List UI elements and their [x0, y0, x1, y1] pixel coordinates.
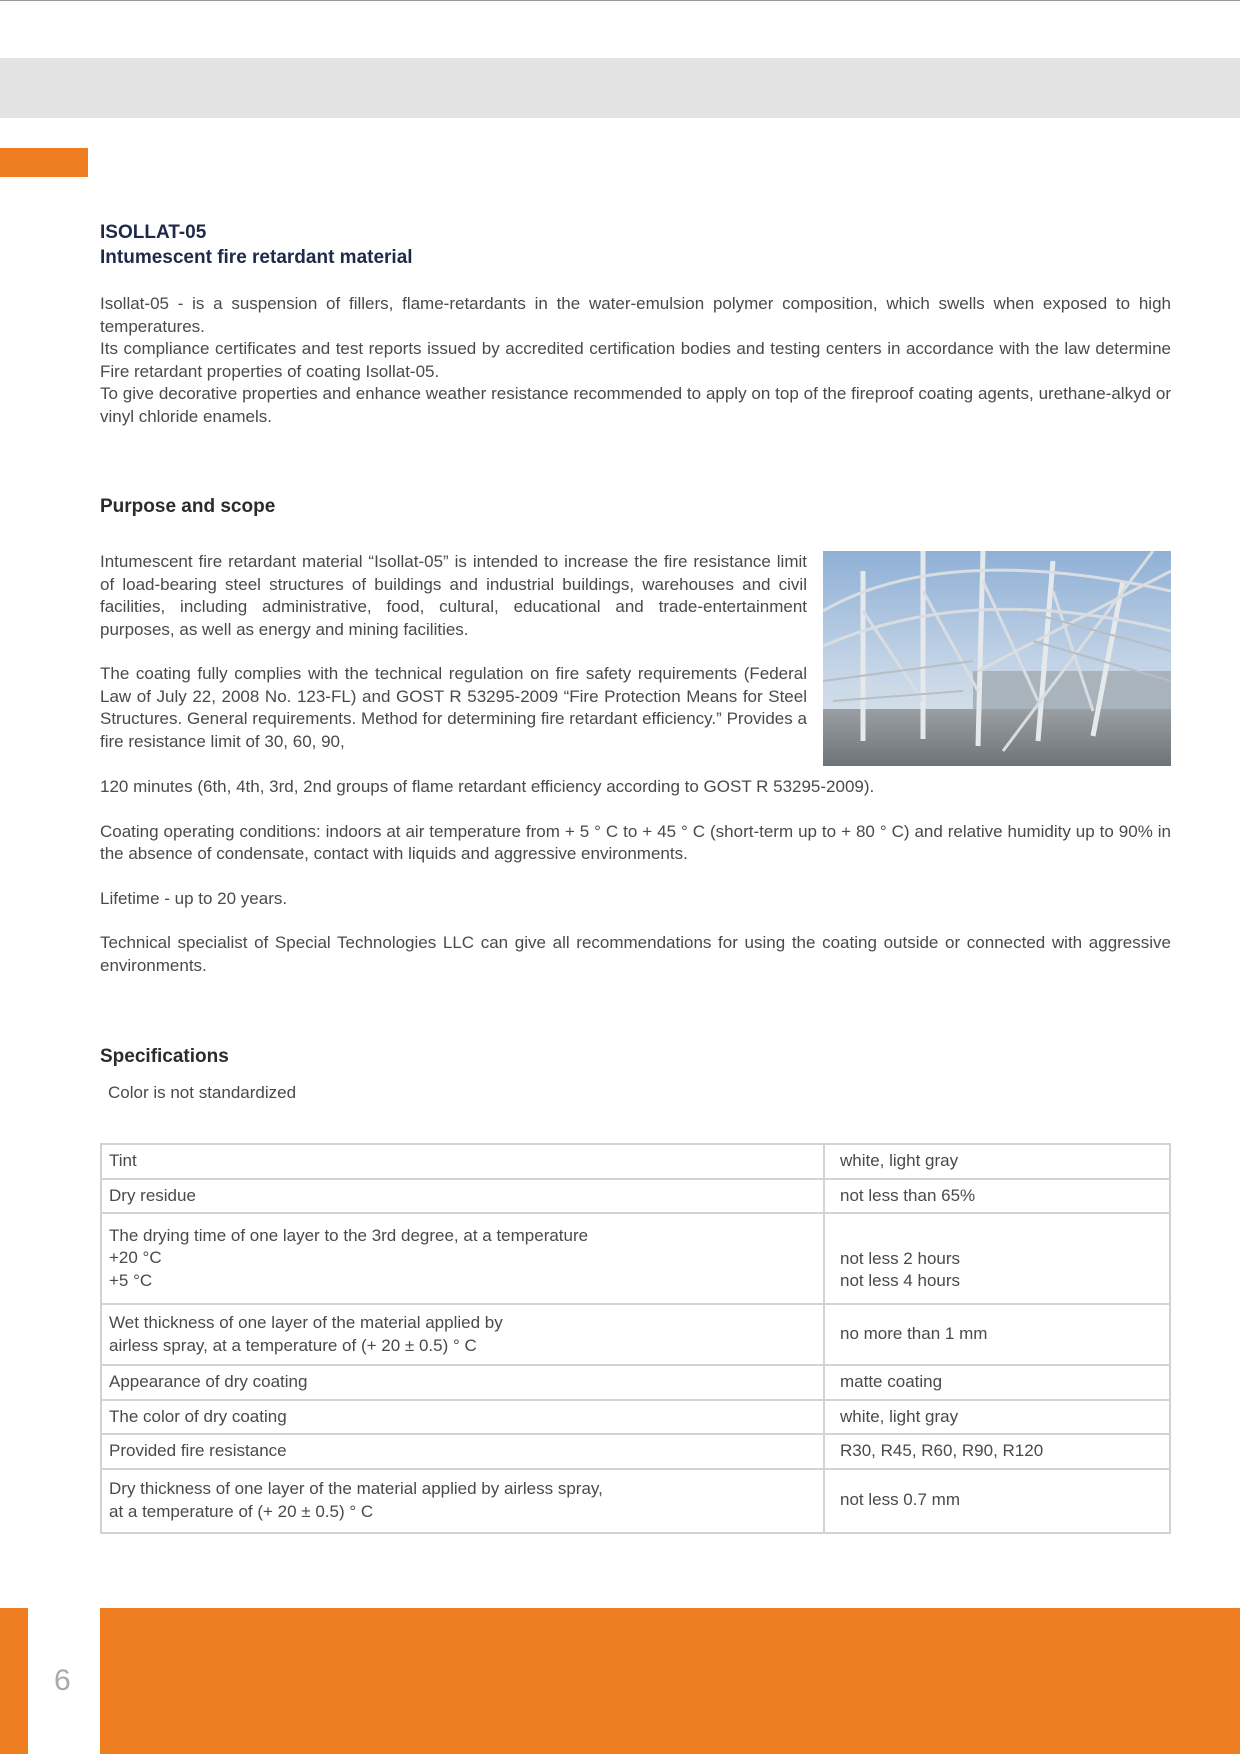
- operating-conditions: Coating operating conditions: indoors at air temperature from + 5 ° C to + 45 ° C (short-term up to + 80 ° C) and relative humidity up to 90% in the absence of condensate, contact with liquids and aggressive environments.: [100, 821, 1171, 863]
- intro-paragraph: Its compliance certificates and test reports issued by accredited certification bodies and testing centers in accordance with the law determine Fire retardant properties of coating Isollat-05.: [100, 339, 1171, 381]
- parameter-line: Appearance of dry coating: [109, 1372, 308, 1391]
- value-cell: [824, 1213, 1170, 1304]
- parameter-cell: [101, 1365, 824, 1400]
- value-line: matte coating: [840, 1372, 943, 1391]
- intro-text: [100, 293, 1171, 428]
- parameter-cell: [101, 1144, 824, 1179]
- page-number: 6: [54, 1664, 71, 1697]
- value-line: no more than 1 mm: [840, 1324, 988, 1344]
- parameter-cell: [101, 1179, 824, 1214]
- lifetime-text: Lifetime - up to 20 years.: [100, 888, 288, 908]
- specialist-note: Technical specialist of Special Technologies LLC can give all recommendations for using the coating outside or connected with aggressive environments.: [100, 933, 1171, 975]
- value-line: not less than 65%: [840, 1185, 976, 1205]
- color-note: Color is not standardized: [108, 1083, 297, 1102]
- parameter-line: Provided fire resistance: [109, 1441, 287, 1460]
- value-line: not less 2 hours: [840, 1248, 961, 1268]
- purpose-heading: Purpose and scope: [100, 496, 276, 517]
- parameter-cell: [101, 1469, 824, 1533]
- table-row: [101, 1469, 1170, 1533]
- value-cell: [824, 1179, 1170, 1214]
- parameter-line: +20 °C: [109, 1248, 162, 1268]
- product-code: ISOLLAT-05: [100, 222, 207, 243]
- parameter-cell: [101, 1434, 824, 1469]
- value-cell: [824, 1304, 1170, 1365]
- parameter-cell: [101, 1400, 824, 1435]
- value-line: not less 4 hours: [840, 1271, 961, 1290]
- purpose-paragraph: Intumescent fire retardant material “Isollat-05” is intended to increase the fire resistance limit of load-bearing steel structures of buildings and industrial buildings, warehouses and civil facilities, including administrative, food, cultural, educational and trade-entertainment purposes, as well as energy and mining facilities.: [100, 552, 807, 639]
- top-rule: [0, 0, 1240, 1]
- parameter-line: The drying time of one layer to the 3rd degree, at a temperature: [109, 1225, 589, 1245]
- specifications-table: [100, 1143, 1171, 1534]
- value-cell: [824, 1400, 1170, 1435]
- fire-limits-line: 120 minutes (6th, 4th, 3rd, 2nd groups of flame retardant efficiency according to GOST R 53295-2009).: [100, 777, 875, 796]
- value-line: not less 0.7 mm: [840, 1490, 960, 1510]
- table-row: [101, 1434, 1170, 1469]
- purpose-text-column: [100, 551, 807, 753]
- value-line: R30, R45, R60, R90, R120: [840, 1441, 1044, 1460]
- value-cell: [824, 1365, 1170, 1400]
- footer-accent-left: [0, 1608, 28, 1754]
- parameter-line: +5 °C: [109, 1270, 153, 1290]
- parameter-cell: [101, 1213, 824, 1304]
- parameter-line: airless spray, at a temperature of (+ 20 ± 0.5) ° C: [109, 1335, 477, 1355]
- parameter-line: Tint: [109, 1151, 137, 1170]
- document-title: [100, 220, 1171, 270]
- steel-structure-photo: [823, 551, 1171, 766]
- intro-paragraph: Isollat-05 - is a suspension of fillers, flame-retardants in the water-emulsion polymer composition, which swells when exposed to high temperatures.: [100, 294, 1171, 336]
- header-band: [0, 58, 1240, 118]
- value-cell: [824, 1144, 1170, 1179]
- parameter-line: Dry residue: [109, 1185, 196, 1205]
- value-line: white, light gray: [840, 1406, 959, 1426]
- accent-tab: [0, 148, 88, 177]
- parameter-cell: [101, 1304, 824, 1365]
- intro-paragraph: To give decorative properties and enhance weather resistance recommended to apply on top of the fireproof coating agents, urethane-alkyd or vinyl chloride enamels.: [100, 384, 1171, 426]
- steel-frame-illustration: [823, 551, 1171, 766]
- purpose-continued: [100, 776, 1171, 977]
- parameter-line: Wet thickness of one layer of the material applied by: [109, 1313, 503, 1332]
- table-row: [101, 1213, 1170, 1304]
- specifications-heading: Specifications: [100, 1046, 229, 1067]
- table-row: [101, 1144, 1170, 1179]
- parameter-line: The color of dry coating: [109, 1406, 287, 1426]
- table-row: [101, 1179, 1170, 1214]
- table-row: [101, 1400, 1170, 1435]
- value-cell: [824, 1434, 1170, 1469]
- product-subtitle: Intumescent fire retardant material: [100, 247, 413, 268]
- parameter-line: Dry thickness of one layer of the material applied by airless spray,: [109, 1479, 603, 1498]
- value-line: white, light gray: [840, 1151, 959, 1170]
- regulation-paragraph: The coating fully complies with the technical regulation on fire safety requirements (Federal Law of July 22, 2008 No. 123-FL) and GOST R 53295-2009 “Fire Protection Means for Steel Structures. General requirements. Method for determining fire retardant efficiency.” Provides a fire resistance limit of 30, 60, 90,: [100, 664, 807, 751]
- value-cell: [824, 1469, 1170, 1533]
- table-row: [101, 1304, 1170, 1365]
- footer-band: [100, 1608, 1240, 1754]
- parameter-line: at a temperature of (+ 20 ± 0.5) ° C: [109, 1501, 374, 1521]
- table-row: [101, 1365, 1170, 1400]
